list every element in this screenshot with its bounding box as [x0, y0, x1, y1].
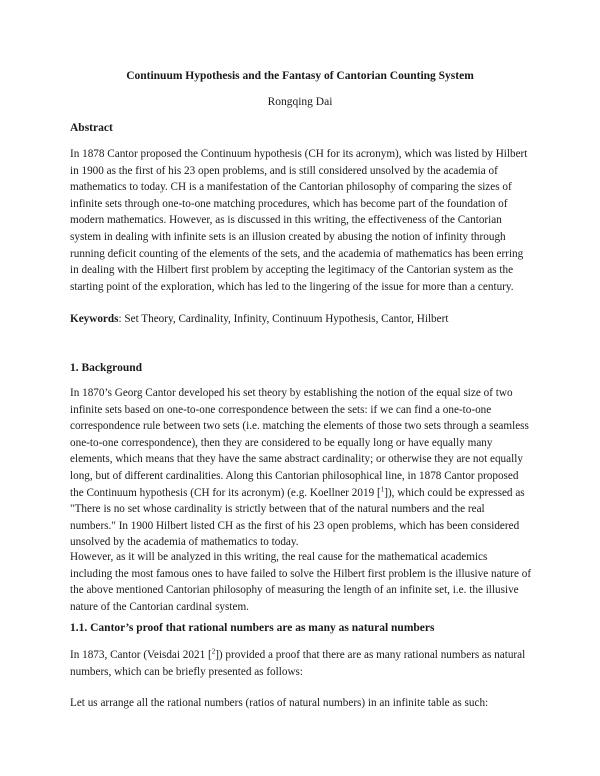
section-1-1-paragraph-1-text-b: ]) provided a proof that there are as many rational numbers as natural numbers, which can be briefly presented as follows:	[70, 649, 526, 678]
keywords-line	[70, 311, 532, 328]
keywords-text: : Set Theory, Cardinality, Infinity, Continuum Hypothesis, Cantor, Hilbert	[118, 313, 449, 325]
paper-author: Rongqing Dai	[267, 96, 333, 108]
paper-title: Continuum Hypothesis and the Fantasy of Cantorian Counting System	[126, 70, 474, 82]
section-1-1-paragraph-1	[70, 647, 532, 680]
keywords-label: Keywords	[70, 313, 119, 325]
reference-1[interactable]: 1	[380, 484, 385, 493]
section-1-heading: 1. Background	[70, 362, 143, 374]
section-1-paragraph-1-text-b: ]), which could be expressed as "There is no set whose cardinality is strictly between that of the natural numbers and the real numbers." In 1900 Hilbert listed CH as the first of his 23 open problems, which has been considered unsolved by the academia of mathematics to today.	[70, 486, 525, 549]
abstract-text: In 1878 Cantor proposed the Continuum hypothesis (CH for its acronym), which was listed by Hilbert in 1900 as the first of his 23 open problems, and is still considered unsolved by the academia of mathematics to today. CH is a manifestation of the Cantorian philosophy of comparing the sizes of infinite sets through one-to-one matching procedures, which has become part of the foundation of modern mathematics. However, as is discussed in this writing, the effectiveness of the Cantorian system in dealing with infinite sets is an illusion created by abusing the notion of infinity through running deficit counting of the elements of the sets, and the academia of mathematics has been erring in dealing with the Hilbert first problem by accepting the legitimacy of the Cantorian system as the starting point of the exploration, which has led to the lingering of the issue for more than a century.	[70, 148, 528, 293]
abstract-heading: Abstract	[70, 122, 113, 134]
section-1-paragraph-1	[70, 385, 532, 551]
section-1-1-heading: 1.1. Cantor’s proof that rational numbers are as many as natural numbers	[70, 622, 435, 634]
section-1-paragraph-1-text-a: In 1870’s Georg Cantor developed his set theory by establishing the notion of the equal size of two infinite sets based on one-to-one correspondence between the sets: if we can find a one-to-one correspondence rule between two sets (i.e. matching the elements of those two sets through a seamless one-to-one correspondence), then they are considered to be equally long or have equally many elements, which means that they have the same abstract cardinality; or otherwise they are not equally long, but of different cardinalities. Along this Cantorian philosophical line, in 1878 Cantor proposed the Continuum hypothesis (CH for its acronym) (e.g. Koellner 2019 [	[70, 387, 529, 499]
section-1-1-paragraph-2: Let us arrange all the rational numbers (ratios of natural numbers) in an infinite table as such:	[70, 697, 489, 709]
section-1-paragraph-2: However, as it will be analyzed in this writing, the real cause for the mathematical academics including the most famous ones to have failed to solve the Hilbert first problem is the illusive nature of the above mentioned Cantorian philosophy of measuring the length of an infinite set, i.e. the illusive nature of the Cantorian cardinal system.	[70, 551, 532, 613]
section-1-1-paragraph-1-text-a: In 1873, Cantor (Veisdai 2021 [	[70, 649, 212, 661]
reference-2[interactable]: 2	[211, 647, 216, 656]
